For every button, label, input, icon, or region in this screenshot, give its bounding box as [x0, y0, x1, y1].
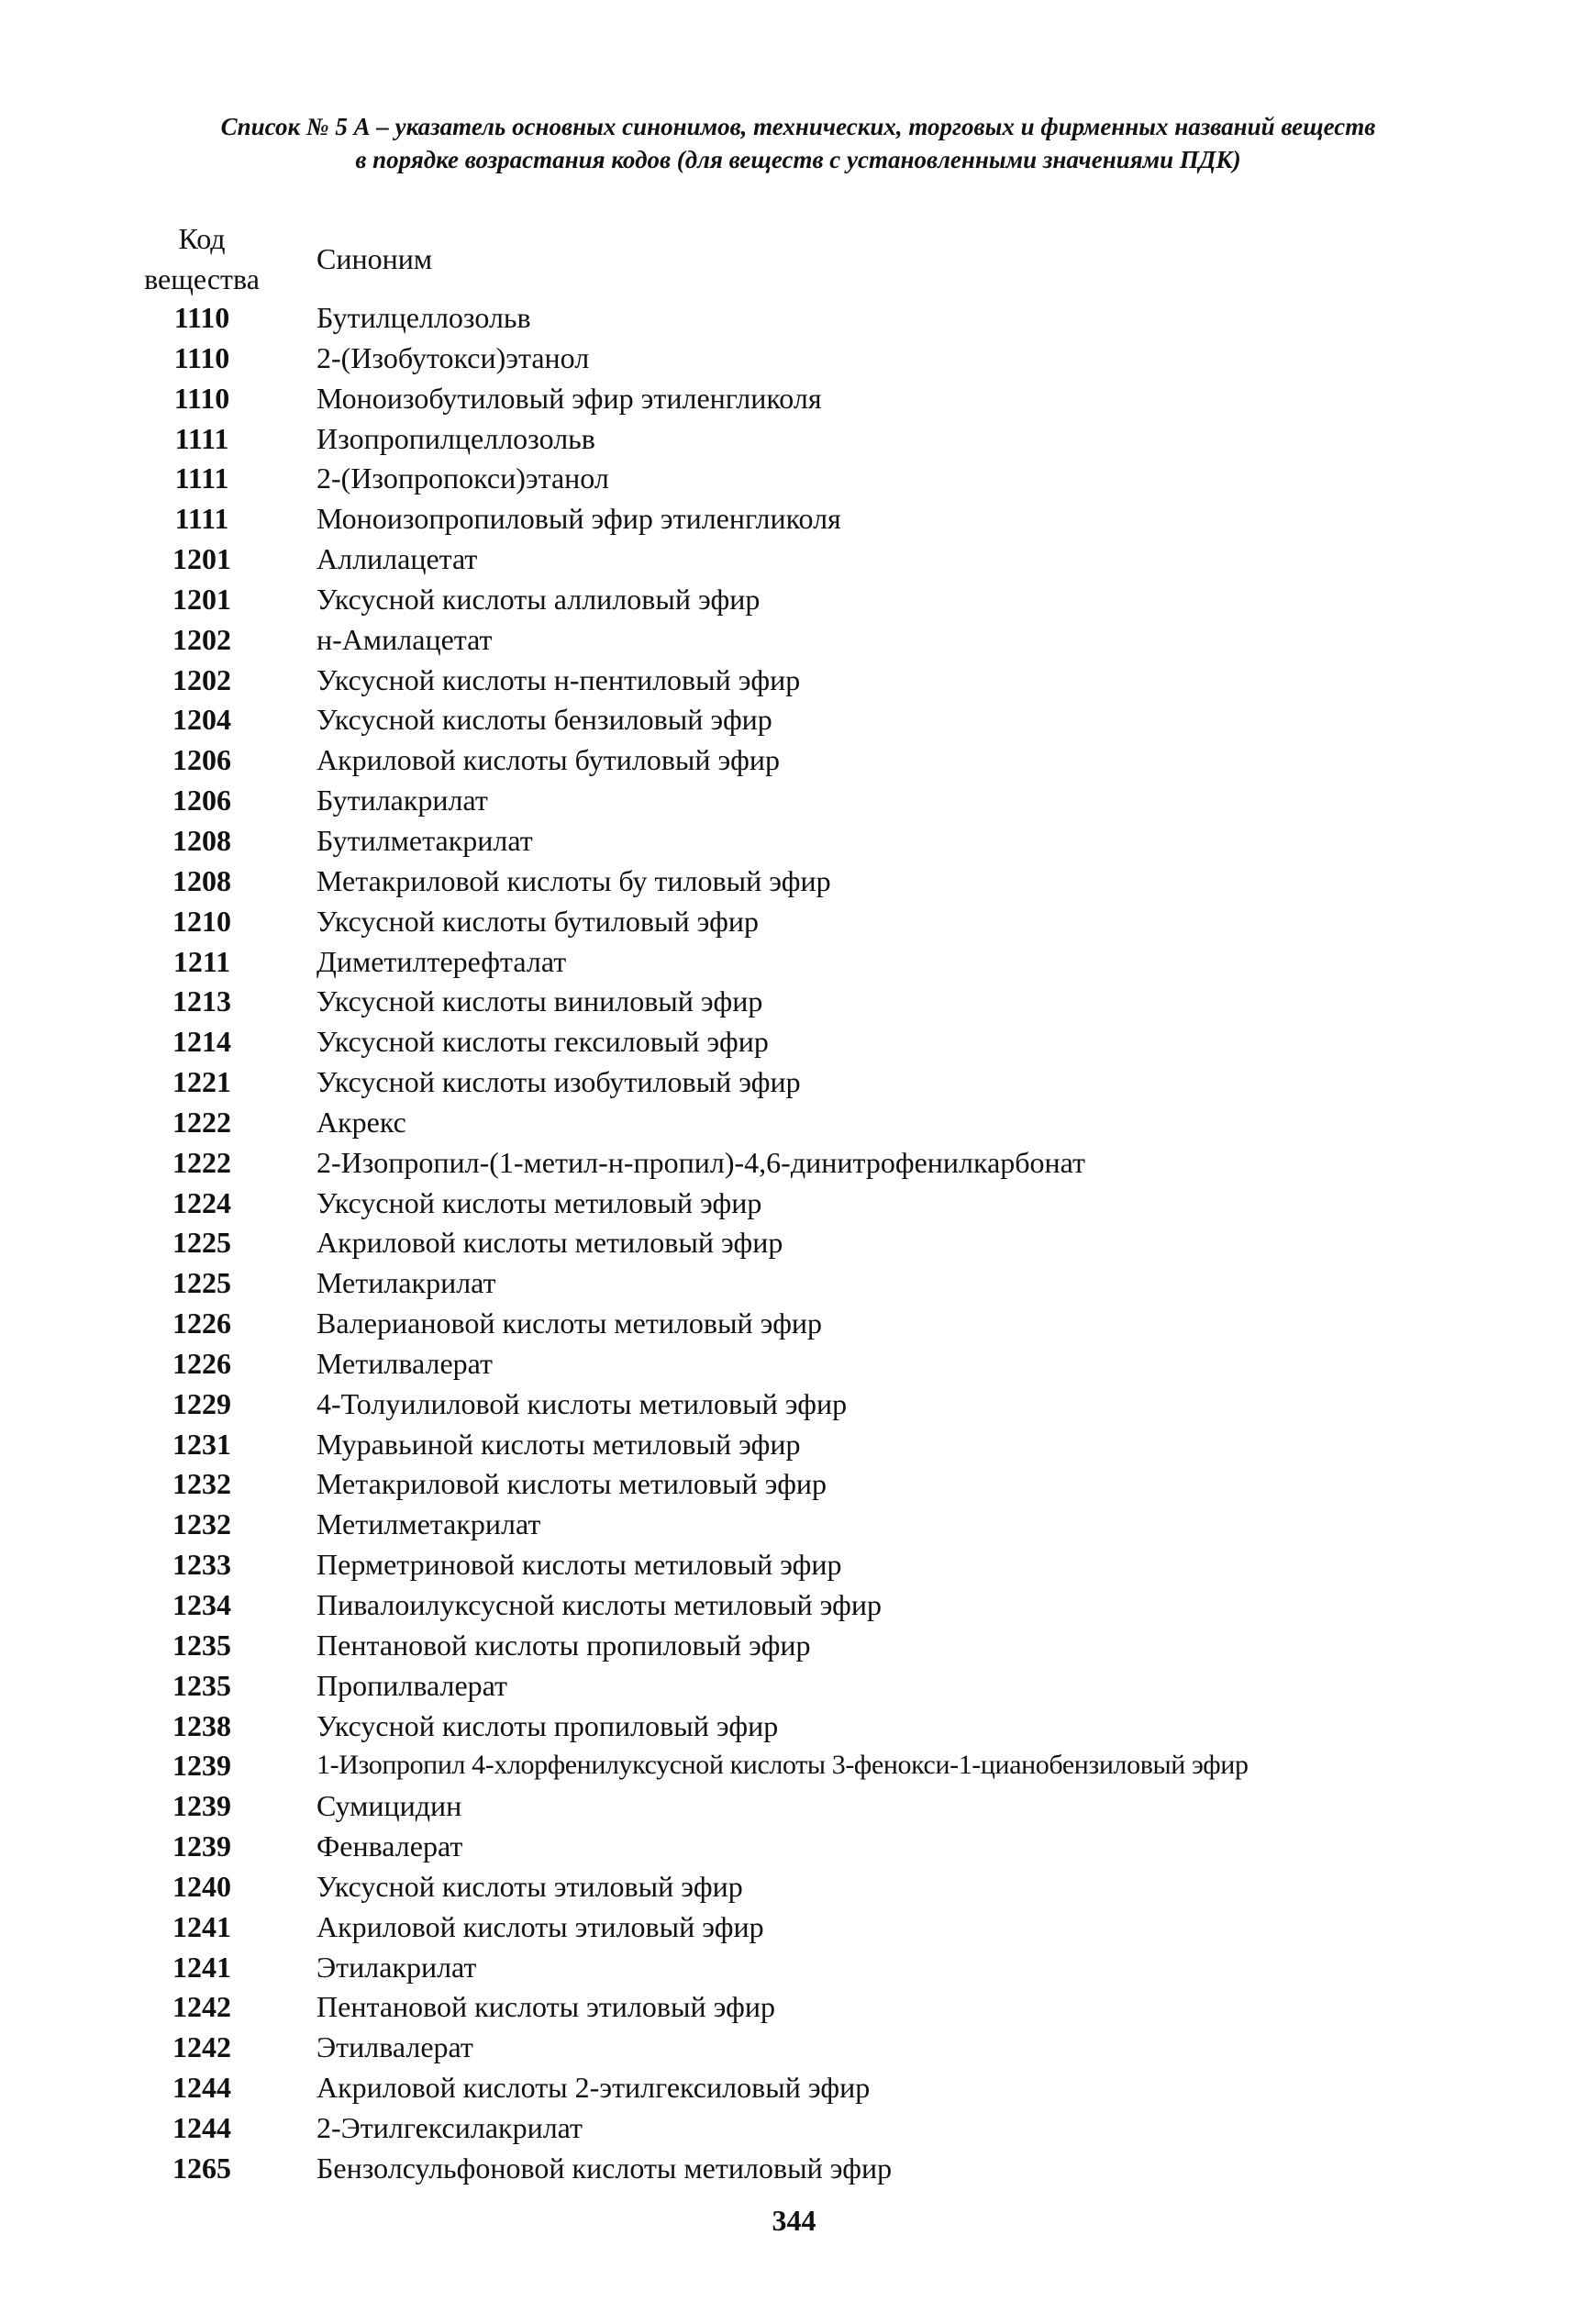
synonym-text: 2-(Изопропокси)этанол: [316, 461, 609, 495]
substance-code: 1241: [172, 1950, 231, 1984]
substance-code: 1224: [172, 1185, 231, 1219]
synonym-text: Уксусной кислоты изобутиловый эфир: [316, 1065, 801, 1099]
table-row: [0, 338, 1588, 378]
table-row: [0, 1986, 1588, 2027]
table-row: [0, 861, 1588, 901]
table-row: [0, 1062, 1588, 1102]
synonym-text: Уксусной кислоты гексиловый эфир: [316, 1025, 769, 1059]
synonym-text: Валериановой кислоты метиловый эфир: [316, 1307, 823, 1340]
substance-code: 1202: [172, 622, 231, 656]
substance-code: 1234: [172, 1588, 231, 1621]
table-row: [0, 2107, 1588, 2148]
substance-code: 1265: [172, 2151, 231, 2185]
substance-code: 1239: [172, 1829, 231, 1863]
substance-code: 1213: [172, 984, 231, 1018]
synonym-text: н-Амилацетат: [316, 622, 493, 656]
table-row: [0, 780, 1588, 820]
table-row: [0, 1384, 1588, 1424]
synonym-table: [0, 297, 1588, 2188]
synonym-text: Перметриновой кислоты метиловый эфир: [316, 1548, 842, 1582]
substance-code: 1110: [173, 301, 230, 334]
synonym-text: Акриловой кислоты бутиловый эфир: [316, 743, 780, 777]
table-row: [0, 1706, 1588, 1746]
synonym-text: Изопропилцеллозольв: [316, 421, 595, 455]
synonym-text: Бутилцеллозольв: [316, 301, 531, 334]
substance-code: 1244: [172, 2110, 231, 2144]
table-row: [0, 1745, 1588, 1785]
header-line-1: Список № 5 А – указатель основных синонимов, технических, торговых и фирменных названий веществ: [220, 113, 1376, 140]
synonym-text: Фенвалерат: [316, 1829, 463, 1863]
table-row: [0, 1866, 1588, 1907]
synonym-text: Акрекс: [316, 1105, 406, 1139]
table-row: [0, 579, 1588, 619]
substance-code: 1239: [172, 1749, 231, 1783]
column-header-code-line-1: Код: [178, 222, 226, 255]
synonym-text: Диметилтерефталат: [316, 944, 567, 978]
synonym-text: Уксусной кислоты бензиловый эфир: [316, 703, 772, 737]
table-row: [0, 1142, 1588, 1183]
substance-code: 1206: [172, 784, 231, 817]
substance-code: 1111: [174, 502, 229, 536]
substance-code: 1206: [172, 743, 231, 777]
table-row: [0, 1665, 1588, 1706]
synonym-text: 2-(Изобутокси)этанол: [316, 340, 590, 374]
synonym-text: Уксусной кислоты аллиловый эфир: [316, 582, 761, 616]
synonym-text: Этилакрилат: [316, 1950, 477, 1984]
column-header-code: [128, 218, 275, 299]
synonym-text: Уксусной кислоты метиловый эфир: [316, 1185, 762, 1219]
table-row: [0, 2148, 1588, 2188]
substance-code: 1201: [172, 542, 231, 576]
table-row: [0, 2067, 1588, 2107]
table-row: [0, 820, 1588, 861]
substance-code: 1210: [172, 904, 231, 938]
table-row: [0, 739, 1588, 780]
table-row: [0, 1785, 1588, 1826]
substance-code: 1235: [172, 1628, 231, 1662]
synonym-text: Метилвалерат: [316, 1346, 494, 1380]
table-row: [0, 619, 1588, 660]
table-row: [0, 378, 1588, 418]
substance-code: 1211: [172, 944, 231, 978]
table-row: [0, 941, 1588, 982]
substance-code: 1110: [173, 340, 230, 374]
table-row: [0, 418, 1588, 459]
table-row: [0, 1343, 1588, 1384]
substance-code: 1204: [172, 703, 231, 737]
table-row: [0, 297, 1588, 338]
table-row: [0, 1303, 1588, 1343]
table-row: [0, 1947, 1588, 1987]
synonym-text: Этилвалерат: [316, 2030, 473, 2064]
synonym-text: 4-Толуилиловой кислоты метиловый эфир: [316, 1386, 848, 1420]
substance-code: 1226: [172, 1346, 231, 1380]
substance-code: 1222: [172, 1105, 231, 1139]
substance-code: 1241: [172, 1909, 231, 1943]
synonym-text: Уксусной кислоты этиловый эфир: [316, 1869, 743, 1903]
substance-code: 1242: [172, 1990, 231, 2024]
substance-code: 1225: [172, 1226, 231, 1260]
synonym-text: Бутилметакрилат: [316, 823, 533, 857]
substance-code: 1242: [172, 2030, 231, 2064]
substance-code: 1238: [172, 1708, 231, 1742]
table-row: [0, 1625, 1588, 1665]
synonym-text: Пропилвалерат: [316, 1668, 508, 1702]
substance-code: 1244: [172, 2071, 231, 2105]
synonym-text: Пивалоилуксусной кислоты метиловый эфир: [316, 1588, 883, 1621]
substance-code: 1233: [172, 1548, 231, 1582]
table-row: [0, 1463, 1588, 1504]
substance-code: 1232: [172, 1467, 231, 1501]
synonym-text: Метилметакрилат: [316, 1507, 541, 1541]
table-row: [0, 539, 1588, 579]
substance-code: 1240: [172, 1869, 231, 1903]
table-row: [0, 660, 1588, 700]
table-row: [0, 2027, 1588, 2067]
substance-code: 1231: [172, 1427, 231, 1461]
substance-code: 1225: [172, 1266, 231, 1300]
synonym-text: Пентановой кислоты этиловый эфир: [316, 1990, 776, 2024]
table-row: [0, 498, 1588, 539]
substance-code: 1201: [172, 582, 231, 616]
table-row: [0, 1544, 1588, 1585]
synonym-text: Аллилацетат: [316, 542, 478, 576]
column-header-code-line-2: вещества: [144, 262, 260, 295]
table-row: [0, 1262, 1588, 1303]
synonym-text: Бензолсульфоновой кислоты метиловый эфир: [316, 2151, 893, 2185]
table-row: [0, 981, 1588, 1021]
table-row: [0, 1222, 1588, 1262]
table-row: [0, 1183, 1588, 1223]
substance-code: 1239: [172, 1789, 231, 1823]
synonym-text: Уксусной кислоты пропиловый эфир: [316, 1708, 779, 1742]
synonym-text: Моноизобутиловый эфир этиленгликоля: [316, 381, 822, 415]
synonym-text: 2-Этилгексилакрилат: [316, 2110, 583, 2144]
substance-code: 1208: [172, 823, 231, 857]
table-row: [0, 901, 1588, 941]
substance-code: 1214: [172, 1025, 231, 1059]
synonym-text: Уксусной кислоты бутиловый эфир: [316, 904, 760, 938]
page-number: 344: [772, 2204, 816, 2237]
substance-code: 1229: [172, 1386, 231, 1420]
table-row: [0, 1021, 1588, 1062]
table-row: [0, 1585, 1588, 1625]
table-row: [0, 1907, 1588, 1947]
table-row: [0, 1826, 1588, 1866]
substance-code: 1111: [174, 461, 229, 495]
list-header: [110, 110, 1486, 176]
column-header-synonym: Синоним: [316, 242, 433, 275]
table-row: [0, 1102, 1588, 1142]
synonym-text: Акриловой кислоты 2-этилгексиловый эфир: [316, 2071, 871, 2105]
synonym-text: Моноизопропиловый эфир этиленгликоля: [316, 502, 841, 536]
substance-code: 1111: [174, 421, 229, 455]
table-row: [0, 699, 1588, 739]
substance-code: 1226: [172, 1307, 231, 1340]
synonym-text: Бутилакрилат: [316, 784, 488, 817]
synonym-text: Метакриловой кислоты метиловый эфир: [316, 1467, 827, 1501]
synonym-text: 2-Изопропил-(1-метил-н-пропил)-4,6-динитрофенилкарбонат: [316, 1145, 1086, 1179]
substance-code: 1235: [172, 1668, 231, 1702]
synonym-text: Пентановой кислоты пропиловый эфир: [316, 1628, 811, 1662]
header-line-2: в порядке возрастания кодов (для веществ с установленными значениями ПДК): [355, 146, 1241, 173]
substance-code: 1221: [172, 1065, 231, 1099]
substance-code: 1208: [172, 863, 231, 897]
synonym-text: 1-Изопропил 4-хлорфенилуксусной кислоты 3-фенокси-1-цианобензиловый эфир: [316, 1750, 1249, 1781]
table-row: [0, 1504, 1588, 1544]
substance-code: 1110: [173, 381, 230, 415]
synonym-text: Сумицидин: [316, 1789, 462, 1823]
synonym-text: Муравьиной кислоты метиловый эфир: [316, 1427, 801, 1461]
substance-code: 1232: [172, 1507, 231, 1541]
table-row: [0, 1424, 1588, 1464]
substance-code: 1222: [172, 1145, 231, 1179]
synonym-text: Метакриловой кислоты бу тиловый эфир: [316, 863, 831, 897]
synonym-text: Акриловой кислоты этиловый эфир: [316, 1909, 764, 1943]
synonym-text: Уксусной кислоты виниловый эфир: [316, 984, 763, 1018]
synonym-text: Уксусной кислоты н-пентиловый эфир: [316, 662, 801, 696]
synonym-text: Акриловой кислоты метиловый эфир: [316, 1226, 783, 1260]
substance-code: 1202: [172, 662, 231, 696]
synonym-text: Метилакрилат: [316, 1266, 496, 1300]
table-row: [0, 458, 1588, 498]
